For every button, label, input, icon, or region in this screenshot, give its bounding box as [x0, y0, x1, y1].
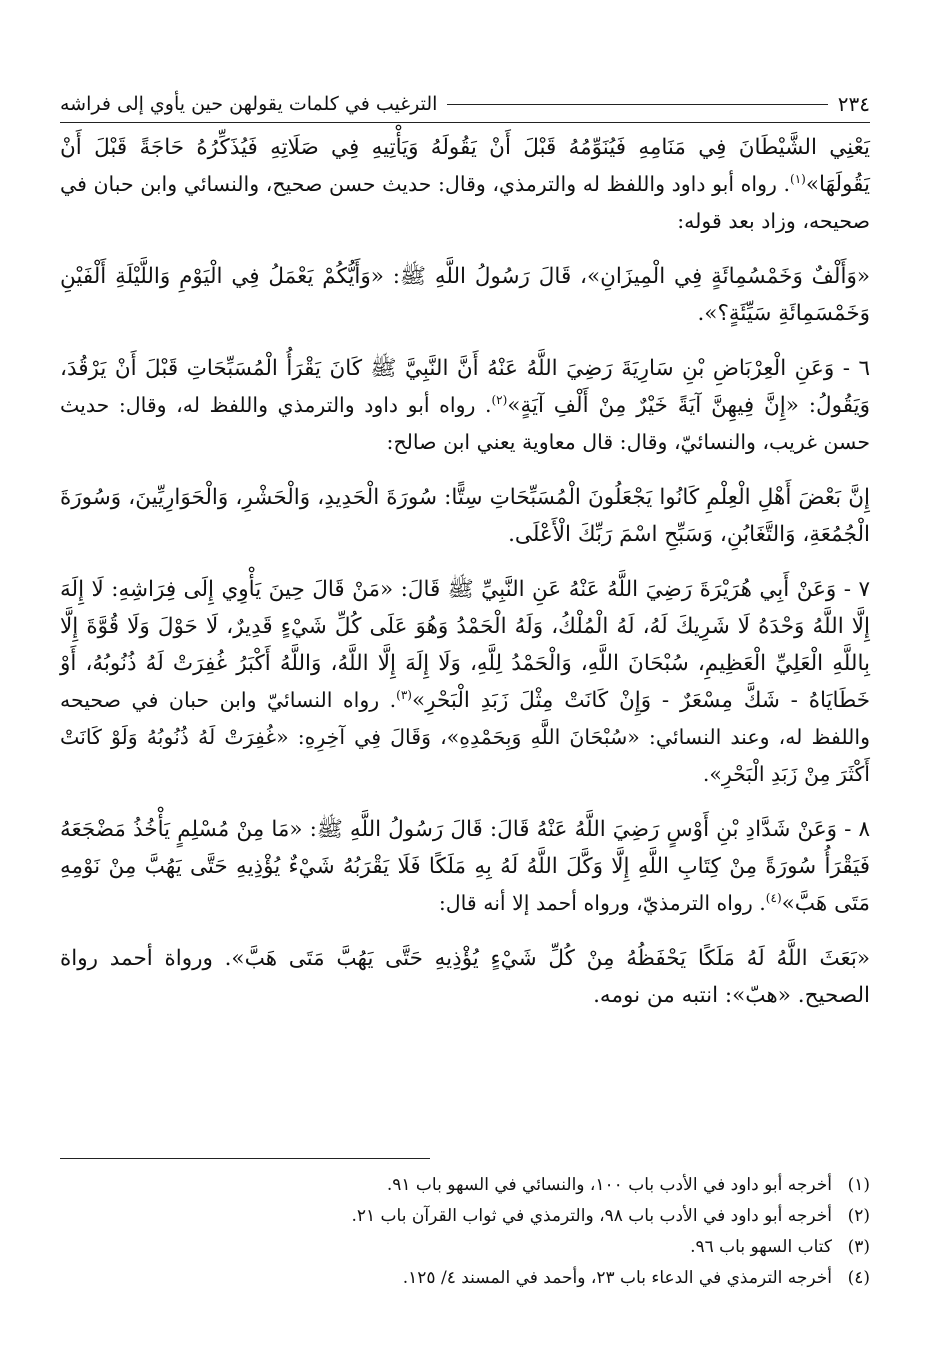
commentary-text: . رواه النسائيّ وابن حبان في صحيحه واللفظ له، وعند النسائي: «سُبْحَانَ اللَّهِ وَبِحَمْدِهِ»، وَقَالَ فِي آخِرِهِ: «غُفِرَتْ لَهُ ذُنُوبُهُ وَلَوْ كَانَتْ أَكْثَرَ مِنْ زَبَدِ الْبَحْرِ».: [60, 688, 870, 786]
paragraph: [60, 350, 870, 461]
hadith-text: ٨ - وَعَنْ شَدَّادِ بْنِ أَوْسٍ رَضِيَ اللَّهُ عَنْهُ قَالَ: قَالَ رَسُولُ اللَّهِ ﷺ: «مَا مِنْ مُسْلِمٍ يَأْخُذُ مَضْجَعَهُ فَيَقْرَأُ سُورَةً مِنْ كِتَابِ اللَّهِ إِلَّا وَكَّلَ اللَّهُ لَهُ بِهِ مَلَكًا فَلَا يَقْرَبُهُ شَيْءٌ يُؤْذِيهِ حَتَّى يَهُبَّ مِنْ نَوْمِهِ مَتَى هَبَّ»: [60, 817, 871, 916]
paragraph: [60, 129, 870, 240]
paragraph: [60, 479, 870, 553]
footnote-text: أخرجه أبو داود في الأدب باب ١٠٠، والنسائي في السهو باب ٩١.: [386, 1175, 832, 1195]
commentary-text: . رواه أبو داود والترمذي واللفظ له، وقال: حديث حسن غريب، والنسائيّ، وقال: قال معاوية يعني ابن صالح:: [60, 393, 870, 454]
footnote: [60, 1263, 870, 1294]
footnote: [60, 1170, 870, 1201]
paragraph: [60, 258, 870, 332]
footnote: [60, 1232, 870, 1263]
commentary-text: . رواه أبو داود واللفظ له والترمذي، وقال: حديث حسن صحيح، والنسائي وابن حبان في صحيحه، وزاد بعد قوله:: [60, 172, 870, 233]
commentary-text: . رواه الترمذيّ، ورواه أحمد إلا أنه قال:: [438, 891, 766, 915]
footnote-text: كتاب السهو باب ٩٦.: [690, 1237, 832, 1257]
footnote-ref: (٣): [396, 688, 412, 703]
running-header: [60, 88, 870, 123]
hadith-text: يَعْنِي الشَّيْطَانَ فِي مَنَامِهِ فَيُنَوِّمُهُ قَبْلَ أَنْ يَقُولَهُ وَيَأْتِيهِ فِي صَلَاتِهِ فَيُذَكِّرُهُ حَاجَةً قَبْلَ أَنْ يَقُولَهَا»: [60, 135, 870, 197]
hadith-text: ٦ - وَعَنِ الْعِرْبَاضِ بْنِ سَارِيَةَ رَضِيَ اللَّهُ عَنْهُ أَنَّ النَّبِيَّ ﷺ كَانَ يَقْرَأُ الْمُسَبِّحَاتِ قَبْلَ أَنْ يَرْقُدَ، وَيَقُولُ: «إِنَّ فِيهِنَّ آيَةً خَيْرٌ مِنْ أَلْفِ آيَةٍ»: [60, 356, 870, 418]
book-page: [60, 88, 871, 1288]
footnote-ref: (١): [790, 172, 806, 187]
footnote-number: (١): [847, 1175, 870, 1195]
main-text: [60, 129, 870, 1014]
hadith-text: «وَأَلْفٌ وَخَمْسُمِائَةٍ فِي الْمِيزَانِ»، قَالَ رَسُولُ اللَّهِ ﷺ: «وَأَيُّكُمْ يَعْمَلُ فِي الْيَوْمِ وَاللَّيْلَةِ أَلْفَيْنِ وَخَمْسَمِائَةِ سَيِّئَةٍ؟».: [60, 264, 870, 326]
footnote-number: (٢): [847, 1206, 870, 1226]
footnote-ref: (٢): [491, 393, 508, 408]
footnote-number: (٣): [847, 1237, 870, 1257]
page-number: ٢٣٤: [837, 92, 870, 116]
paragraph: [60, 940, 870, 1014]
footnotes: [60, 1170, 870, 1294]
paragraph: [60, 571, 870, 793]
footnote-text: أخرجه أبو داود في الأدب باب ٩٨، والترمذي في ثواب القرآن باب ٢١.: [351, 1206, 832, 1226]
footnote-ref: (٤): [765, 891, 782, 906]
hadith-text: «بَعَثَ اللَّهُ لَهُ مَلَكًا يَحْفَظُهُ مِنْ كُلِّ شَيْءٍ يُؤْذِيهِ حَتَّى يَهُبَّ مَتَى هَبَّ». ورواة أحمد رواة الصحيح. «هبّ»: انتبه من نومه.: [60, 946, 870, 1008]
footnote: [60, 1201, 870, 1232]
footnote-divider: [60, 1158, 430, 1159]
hadith-text: إِنَّ بَعْضَ أَهْلِ الْعِلْمِ كَانُوا يَجْعَلُونَ الْمُسَبِّحَاتِ سِتًّا: سُورَةَ الْحَدِيدِ، وَالْحَشْرِ، وَالْحَوَارِيِّينَ، وَسُورَةَ الْجُمُعَةِ، وَالتَّغَابُنِ، وَسَبِّحِ اسْمَ رَبِّكَ الْأَعْلَى.: [60, 485, 870, 547]
header-rule: [447, 104, 827, 105]
footnote-text: أخرجه الترمذي في الدعاء باب ٢٣، وأحمد في المسند ٤/ ١٢٥.: [402, 1268, 832, 1288]
running-title: الترغيب في كلمات يقولهن حين يأوي إلى فراشه: [60, 93, 438, 115]
footnote-number: (٤): [847, 1268, 870, 1288]
paragraph: [60, 811, 870, 922]
hadith-text: ٧ - وَعَنْ أَبِي هُرَيْرَةَ رَضِيَ اللَّهُ عَنْهُ عَنِ النَّبِيِّ ﷺ قَالَ: «مَنْ قَالَ حِينَ يَأْوِي إِلَى فِرَاشِهِ: لَا إِلَهَ إِلَّا اللَّهُ وَحْدَهُ لَا شَرِيكَ لَهُ، لَهُ الْمُلْكُ، وَلَهُ الْحَمْدُ وَهُوَ عَلَى كُلِّ شَيْءٍ قَدِيرٌ، لَا حَوْلَ وَلَا قُوَّةَ إِلَّا بِاللَّهِ الْعَلِيِّ الْعَظِيمِ، سُبْحَانَ اللَّهِ، وَالْحَمْدُ لِلَّهِ، وَلَا إِلَهَ إِلَّا اللَّهُ، وَاللَّهُ أَكْبَرُ غُفِرَتْ لَهُ ذُنُوبُهُ، أَوْ خَطَايَاهُ - شَكَّ مِسْعَرٌ - وَإِنْ كَانَتْ مِثْلَ زَبَدِ الْبَحْرِ»: [60, 577, 871, 713]
